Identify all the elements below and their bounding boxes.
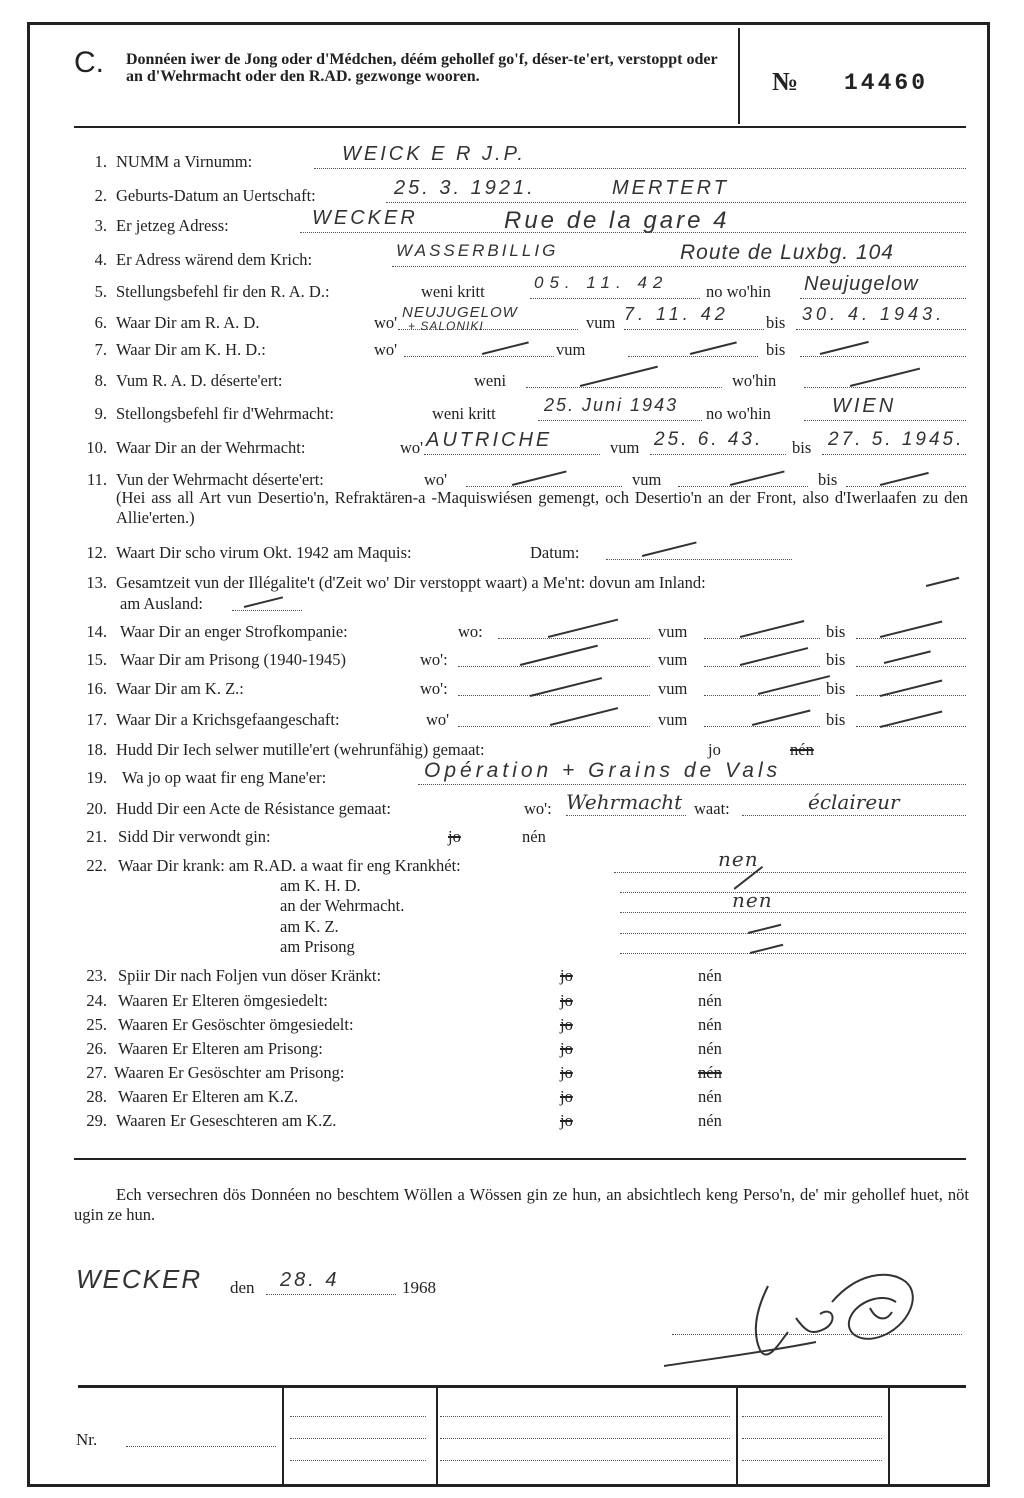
form-row (0, 622, 1024, 646)
row-number: 25. (86, 1015, 107, 1034)
fill-line (620, 896, 966, 913)
row-sublabel: wo': (420, 650, 448, 669)
row-sublabel: nén (698, 1015, 722, 1034)
row-sublabel: Datum: (530, 543, 580, 562)
handwritten-date-to: 30. 4. 1943. (802, 304, 946, 324)
handwritten-resistance-place: Wehrmacht (566, 790, 683, 814)
row-sublabel-crossed: jo (560, 1015, 573, 1034)
illness-sublabel: an der Wehrmacht. (280, 896, 405, 915)
row-label: Er jetzeg Adress: (116, 216, 229, 235)
row-sublabel: wo'hin (732, 371, 777, 390)
row-sublabel: nén (522, 827, 546, 846)
table-divider (888, 1385, 890, 1485)
form-row (0, 143, 1024, 176)
row-sublabel: bis (826, 650, 846, 669)
fill-line (232, 594, 302, 611)
form-row (0, 679, 1024, 703)
number-sign: № (772, 67, 799, 96)
handwritten-date: 25. Juni 1943 (544, 395, 679, 415)
handwritten-resistance-act: éclaireur (808, 790, 900, 814)
row-label: Geburts-Datum an Uertschaft: (116, 186, 316, 205)
row-label: Stellungsbefehl fir den R. A. D.: (116, 282, 330, 301)
table-divider (282, 1385, 284, 1485)
row-number: 13. (86, 573, 107, 592)
row-number: 23. (86, 966, 107, 985)
row-label: Waar Dir am K. H. D.: (116, 340, 266, 359)
header-divider (738, 28, 740, 124)
form-row (0, 991, 1024, 1015)
fill-line (614, 856, 966, 873)
row-sublabel: vum (658, 622, 688, 641)
fill-line (458, 679, 650, 696)
handwritten-date: 05. 11. 42 (534, 273, 669, 292)
row-sublabel: wo' (424, 470, 448, 489)
row-sublabel: weni kritt (421, 282, 485, 301)
strike-mark (926, 577, 959, 587)
row-sublabel: vum (658, 710, 688, 729)
row-number: 10. (86, 438, 107, 457)
fill-line (742, 1444, 882, 1461)
handwritten-place: WIEN (832, 395, 897, 417)
row-label: Waaren Er Gesöschter ömgesiedelt: (118, 1015, 354, 1034)
row-label: Waaren Er Gesöschter am Prisong: (114, 1063, 345, 1082)
handwritten-place: Neujugelow (804, 273, 919, 295)
row-label: Waar Dir krank: am R.AD. a waat fir eng Krankhét: (118, 856, 461, 875)
row-sublabel: vum (658, 679, 688, 698)
row-number: 5. (94, 282, 107, 301)
row-number: 8. (94, 371, 107, 390)
declaration: Ech versechren dös Donnéen no beschtem Wöllen a Wössen gin ze hun, an absichtlech keng Perso'n, de' mir gehollef huet, nöt ugin ze hun. (74, 1185, 969, 1224)
form-row (0, 966, 1024, 990)
handwritten-method: Opération + Grains de Vals (424, 759, 782, 782)
row-sublabel-crossed: jo (560, 1039, 573, 1058)
row-number: 9. (94, 404, 107, 423)
row-label: Hudd Dir een Acte de Résistance gemaat: (116, 799, 391, 818)
handwritten-birthplace: MERTERT (612, 177, 729, 199)
fill-line (466, 470, 622, 487)
row-sublabel: nén (698, 966, 722, 985)
row-sublabel: wo: (458, 622, 483, 641)
nr-label: Nr. (76, 1430, 98, 1449)
row-label: Spiir Dir nach Foljen vun döser Kränkt: (118, 966, 382, 985)
row-sublabel: wo' (400, 438, 424, 457)
row-label: Waar Dir an der Wehrmacht: (116, 438, 306, 457)
row-sublabel: wo' (426, 710, 450, 729)
row-number: 21. (86, 827, 107, 846)
handwritten-town: WECKER (312, 207, 418, 229)
handwritten-date-from: 7. 11. 42 (624, 304, 729, 324)
row-label: Waar Dir am R. A. D. (116, 313, 260, 332)
form-row (0, 241, 1024, 274)
row-sublabel: weni (474, 371, 507, 390)
row-label: Gesamtzeit vun der Illégalite't (d'Zeit wo' Dir verstoppt waart) a Me'nt: dovun am Inland: (116, 573, 706, 592)
row-number: 14. (86, 622, 107, 641)
row-label: Waaren Er Elteren ömgesiedelt: (118, 991, 328, 1010)
row-sublabel: nén (698, 1087, 722, 1106)
fill-line (440, 1422, 730, 1439)
row-number: 19. (86, 768, 107, 787)
row-number: 4. (94, 250, 107, 269)
row-sublabel: wo' (374, 340, 398, 359)
handwritten-place-extra: + SALONIKI (408, 319, 484, 333)
form-row (0, 543, 1024, 567)
table-divider (436, 1385, 438, 1485)
row-sublabel: wo': (524, 799, 552, 818)
fill-line (678, 470, 808, 487)
row-sublabel-crossed: nén (790, 740, 814, 759)
row-sublabel-crossed: nén (698, 1063, 722, 1082)
row-sublabel-crossed: jo (560, 1087, 573, 1106)
handwritten-name: WEICK E R J.P. (342, 143, 526, 165)
illness-sublabel: am K. H. D. (280, 876, 361, 895)
row-label: Vum R. A. D. déserte'ert: (116, 371, 283, 390)
row-label: Waar Dir am K. Z.: (116, 679, 244, 698)
fill-line (856, 622, 966, 639)
section-rule (74, 1158, 966, 1160)
signature (656, 1262, 936, 1374)
row-number: 22. (86, 856, 107, 875)
fill-line (804, 371, 966, 388)
form-row (0, 371, 1024, 395)
row-label: Hudd Dir Iech selwer mutille'ert (wehrunfähig) gemaat: (116, 740, 485, 759)
handwritten-war-town: WASSERBILLIG (396, 241, 559, 260)
handwritten-date-from: 25. 6. 43. (654, 429, 764, 450)
form-row (0, 650, 1024, 674)
row-label: Waar Dir am Prisong (1940-1945) (120, 650, 346, 669)
section-letter: C. (74, 46, 104, 79)
form-row (0, 1015, 1024, 1039)
fill-line (290, 1444, 426, 1461)
handwritten-illness: nen (718, 847, 759, 871)
row-sublabel: bis (766, 313, 786, 332)
row-label: Er Adress wärend dem Krich: (116, 250, 313, 269)
form-row (0, 759, 1024, 792)
row-sublabel: vum (610, 438, 640, 457)
row-number: 15. (86, 650, 107, 669)
table-divider (736, 1385, 738, 1485)
form-row (0, 273, 1024, 306)
form-row (0, 1063, 1024, 1087)
row-number: 28. (86, 1087, 107, 1106)
row-sublabel-crossed: jo (560, 991, 573, 1010)
form-row (0, 1039, 1024, 1063)
row-label: Vun der Wehrmacht déserte'ert: (116, 470, 324, 489)
row-sublabel: bis (826, 622, 846, 641)
row-number: 24. (86, 991, 107, 1010)
handwritten-illness-wehrmacht: nen (732, 888, 773, 912)
row-label: Waar Dir an enger Strofkompanie: (120, 622, 348, 641)
row-label: Waaren Er Geseschteren am K.Z. (116, 1111, 337, 1130)
fill-line (628, 340, 758, 357)
illness-sublabel: am K. Z. (280, 917, 339, 936)
form-row (0, 207, 1024, 240)
row-sublabel: bis (826, 679, 846, 698)
illness-sublabel: am Prisong (280, 937, 355, 956)
form-row-continuation (0, 594, 1024, 618)
handwritten-place: NEUJUGELOW (402, 304, 518, 321)
form-row (0, 429, 1024, 462)
fill-line (800, 340, 966, 357)
form-row (0, 1111, 1024, 1135)
row-number: 16. (86, 679, 107, 698)
fill-line (742, 1400, 882, 1417)
row-label: am Ausland: (120, 594, 203, 613)
fill-line (606, 543, 792, 560)
row-number: 2. (94, 186, 107, 205)
row-sublabel: bis (792, 438, 812, 457)
row-sublabel-crossed: jo (560, 1063, 573, 1082)
handwritten-place: AUTRICHE (426, 429, 553, 451)
row-sublabel: bis (818, 470, 838, 489)
fill-line (620, 876, 966, 893)
header-rule (74, 126, 966, 128)
row-sublabel: no wo'hin (706, 404, 771, 423)
sign-year: 1968 (402, 1278, 436, 1297)
row-sublabel: wo': (420, 679, 448, 698)
row-number: 18. (86, 740, 107, 759)
row-sublabel: wo' (374, 313, 398, 332)
fill-line (290, 1422, 426, 1439)
row-label: Waart Dir scho virum Okt. 1942 am Maquis: (116, 543, 412, 562)
row-sublabel: bis (766, 340, 786, 359)
row-number: 27. (86, 1063, 107, 1082)
row-number: 6. (94, 313, 107, 332)
fill-line (620, 937, 966, 954)
row-sublabel: nén (698, 991, 722, 1010)
row-sublabel: vum (632, 470, 662, 489)
handwritten-sign-place: WECKER (76, 1264, 203, 1294)
form-row (0, 304, 1024, 337)
row-number: 12. (86, 543, 107, 562)
nr-field (126, 1430, 276, 1447)
row-sublabel: vum (658, 650, 688, 669)
row-sublabel-crossed: jo (560, 1111, 573, 1130)
form-title: Donnéen iwer de Jong oder d'Médchen, déém gehollef go'f, déser-te'ert, verstoppt oder an d'Wehrmacht oder den R.AD. gezwonge wooren. (126, 51, 718, 85)
row-label: Wa jo op waat fir eng Mane'er: (122, 768, 327, 787)
form-row (0, 340, 1024, 364)
row-sublabel: nén (698, 1111, 722, 1130)
row-number: 7. (94, 340, 107, 359)
fill-line (458, 650, 650, 667)
row-sublabel: nén (698, 1039, 722, 1058)
row-label: Waaren Er Elteren am Prisong: (118, 1039, 323, 1058)
date-label: den (230, 1278, 255, 1297)
fill-line (742, 1422, 882, 1439)
row-sublabel-crossed: jo (560, 966, 573, 985)
row-sublabel: vum (556, 340, 586, 359)
row-number: 1. (94, 152, 107, 171)
document-number: 14460 (844, 70, 929, 96)
form-row (0, 1087, 1024, 1111)
row-number: 29. (86, 1111, 107, 1130)
row-number: 20. (86, 799, 107, 818)
row-number: 11. (86, 470, 107, 489)
form-row (0, 710, 1024, 734)
row-label: Waaren Er Elteren am K.Z. (118, 1087, 299, 1106)
row-sublabel: no wo'hin (706, 282, 771, 301)
fill-line (856, 650, 966, 667)
row-sublabel: waat: (694, 799, 730, 818)
row-sublabel: bis (826, 710, 846, 729)
form-row (0, 827, 1024, 851)
row-number: 3. (94, 216, 107, 235)
row-11-note: (Hei ass all Art vun Desertio'n, Refraktären-a -Maquiswiésen gemengt, och Desertio'n an der Front, also d'Iwerlaafen zu den Allie'erten.) (116, 488, 968, 527)
row-label: Sidd Dir verwondt gin: (118, 827, 271, 846)
handwritten-street: Rue de la gare 4 (504, 207, 730, 234)
row-label: Waar Dir a Krichsgefaangeschaft: (116, 710, 340, 729)
row-number: 17. (86, 710, 107, 729)
fill-line (290, 1400, 426, 1417)
row-sublabel: jo (708, 740, 721, 759)
form-row (0, 395, 1024, 428)
handwritten-war-street: Route de Luxbg. 104 (680, 241, 894, 264)
handwritten-date-to: 27. 5. 1945. (828, 429, 965, 450)
row-sublabel: vum (586, 313, 616, 332)
fill-line (440, 1444, 730, 1461)
row-sublabel: weni kritt (432, 404, 496, 423)
handwritten-birthdate: 25. 3. 1921. (394, 177, 536, 199)
row-label: NUMM a Virnumm: (116, 152, 253, 171)
form-row (0, 790, 1024, 823)
row-sublabel-crossed: jo (448, 827, 461, 846)
row-number: 26. (86, 1039, 107, 1058)
fill-line (440, 1400, 730, 1417)
handwritten-sign-date: 28. 4 (280, 1269, 340, 1291)
fill-line (620, 917, 966, 934)
fill-line (404, 340, 554, 357)
row-label: Stellongsbefehl fir d'Wehrmacht: (116, 404, 334, 423)
